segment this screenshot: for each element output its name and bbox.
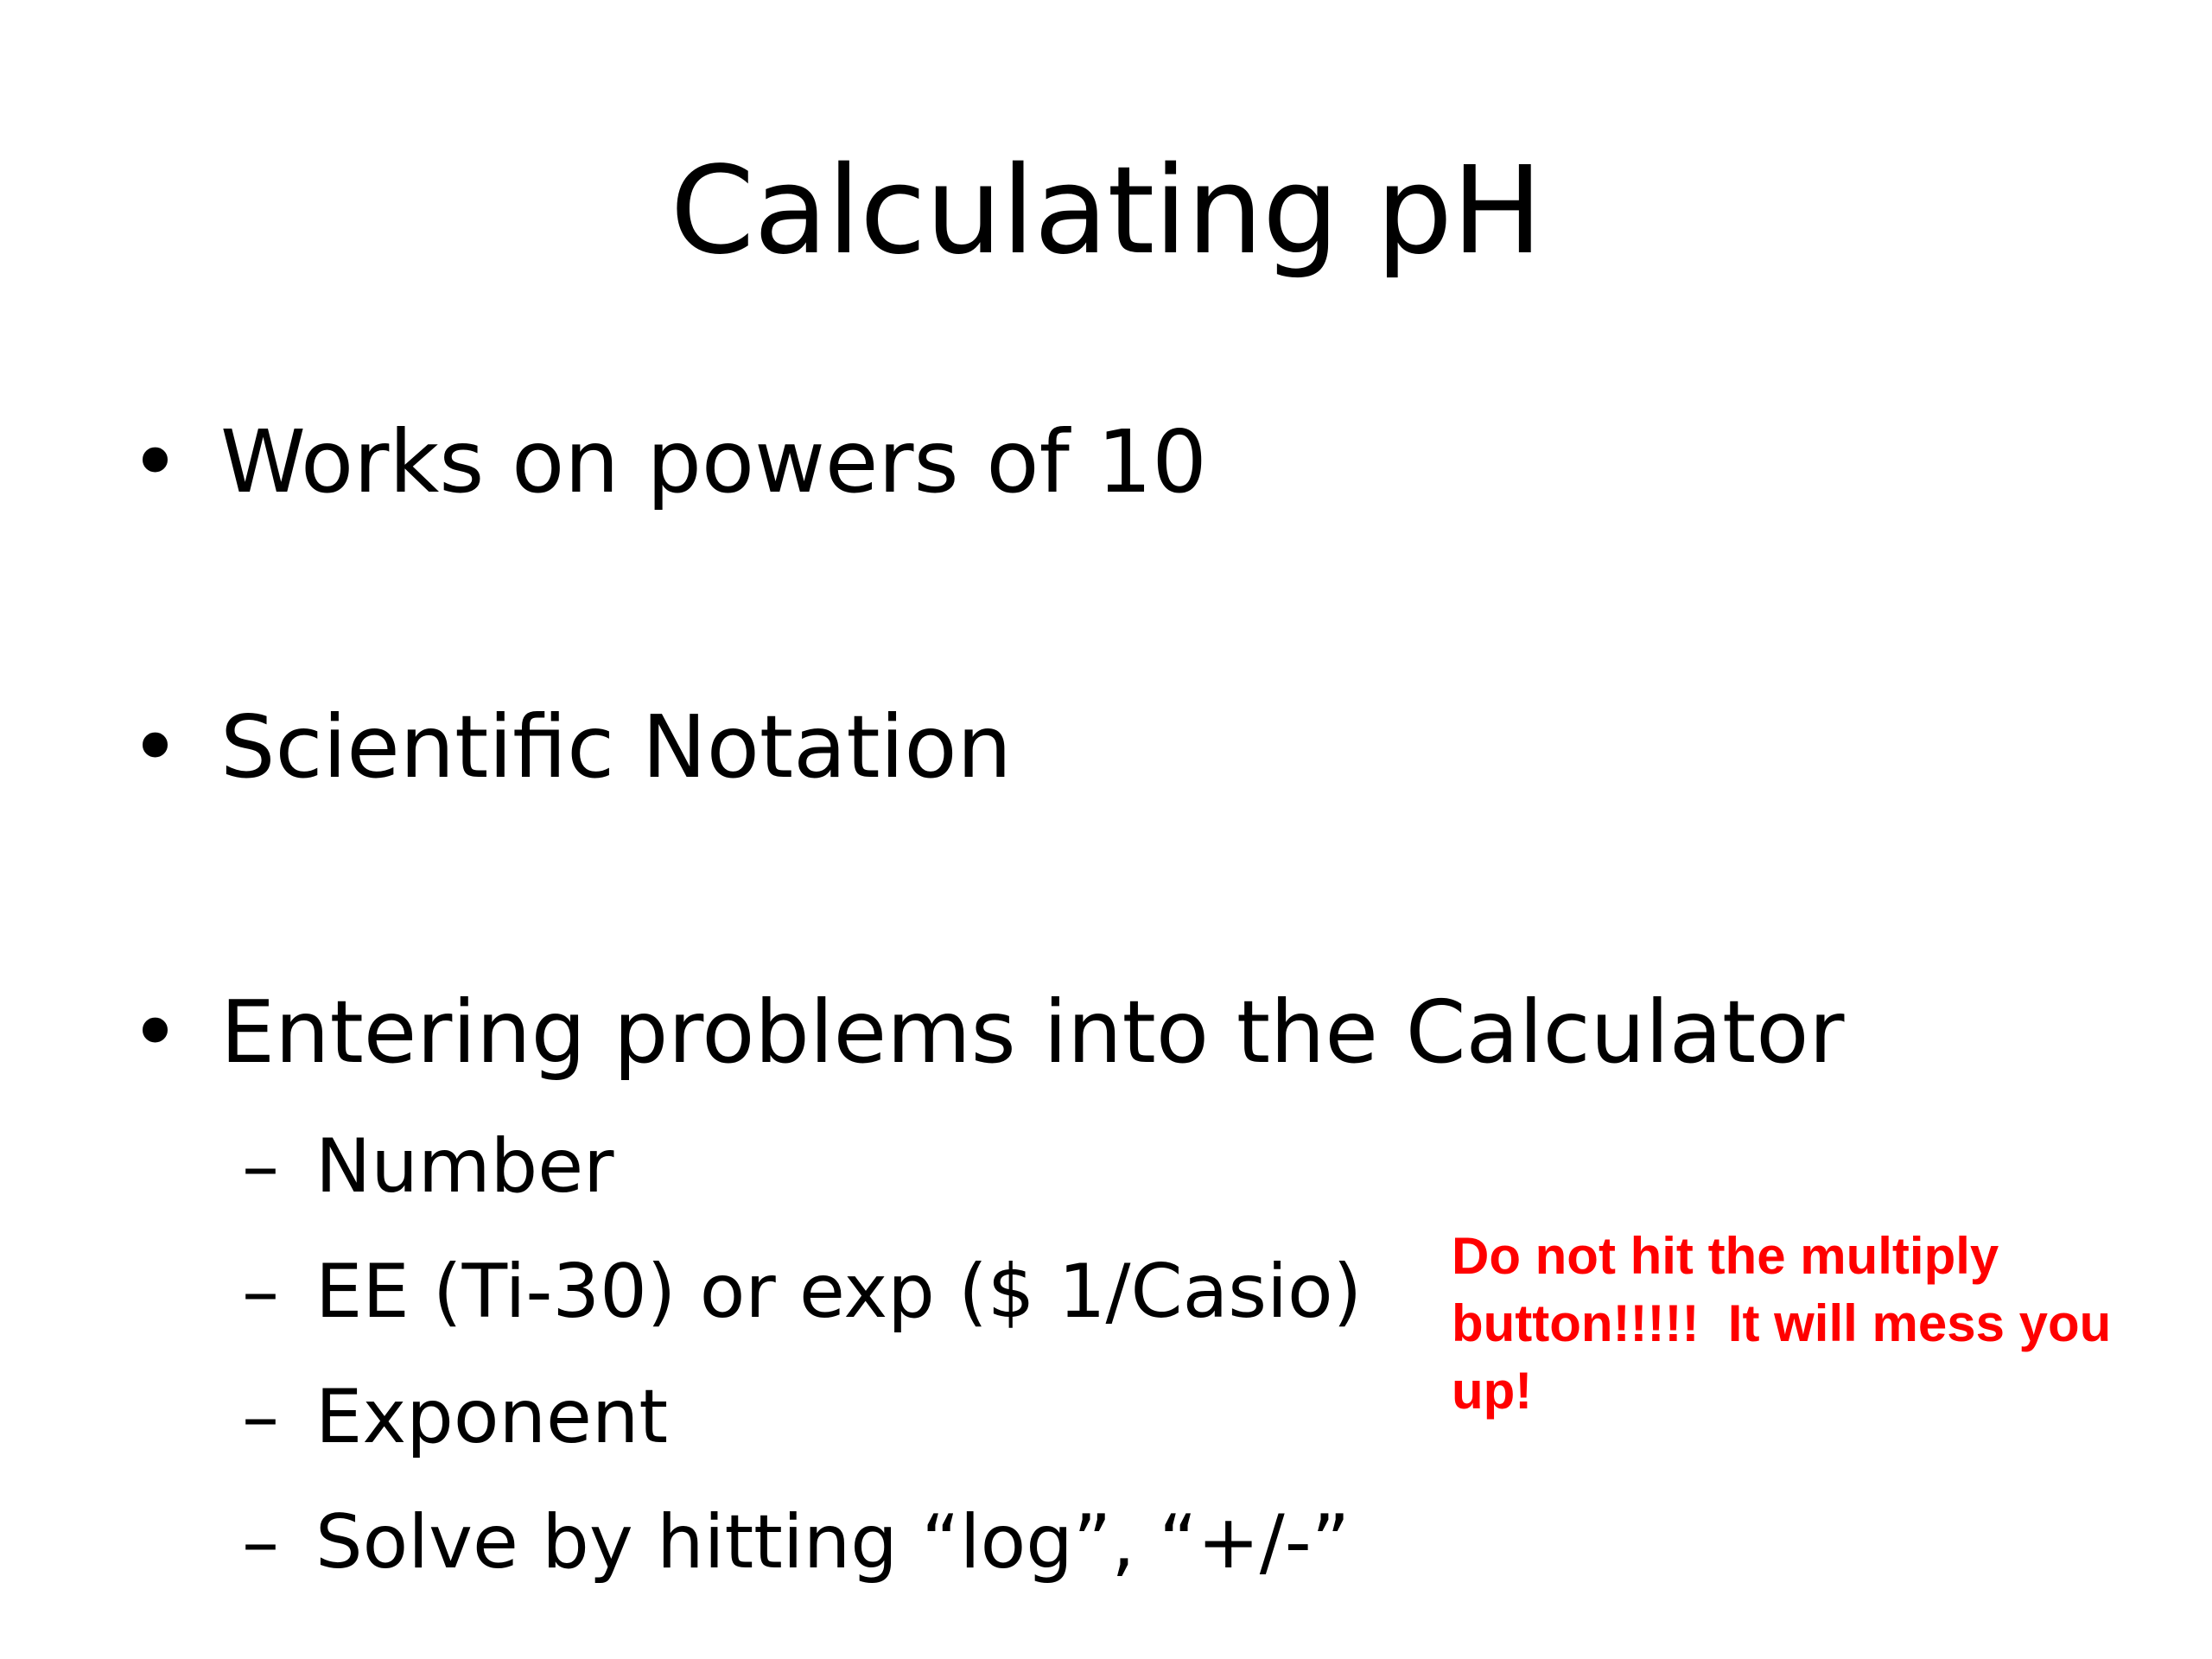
slide-title: Calculating pH	[670, 141, 1542, 282]
sub-bullet-text: EE (Ti-30) or exp ($ 1/Casio)	[315, 1249, 1363, 1335]
bullet-text: Entering problems into the Calculator	[220, 982, 1845, 1083]
sub-bullet-text: Number	[315, 1123, 614, 1210]
bullet-icon: •	[130, 411, 181, 512]
bullet-icon: •	[130, 696, 181, 798]
sub-bullet-item	[242, 1374, 668, 1460]
sub-bullet-text: Solve by hitting “log”, “+/-”	[315, 1499, 1351, 1586]
dash-icon: –	[242, 1249, 279, 1335]
bullet-text: Works on powers of 10	[220, 411, 1207, 512]
sub-bullet-item	[242, 1123, 613, 1210]
bullet-icon: •	[130, 982, 181, 1083]
dash-icon: –	[242, 1123, 279, 1210]
bullet-item	[130, 696, 1012, 799]
dash-icon: –	[242, 1499, 279, 1586]
warning-note: Do not hit the multiply button!!!!! It will mess you up!	[1452, 1227, 2126, 1420]
bullet-item	[130, 981, 1845, 1084]
sub-bullet-item	[242, 1249, 1362, 1335]
bullet-item	[130, 410, 1207, 514]
sub-bullet-text: Exponent	[315, 1374, 669, 1460]
bullet-text: Scientific Notation	[220, 696, 1012, 798]
dash-icon: –	[242, 1374, 279, 1460]
sub-bullet-item	[242, 1499, 1350, 1586]
